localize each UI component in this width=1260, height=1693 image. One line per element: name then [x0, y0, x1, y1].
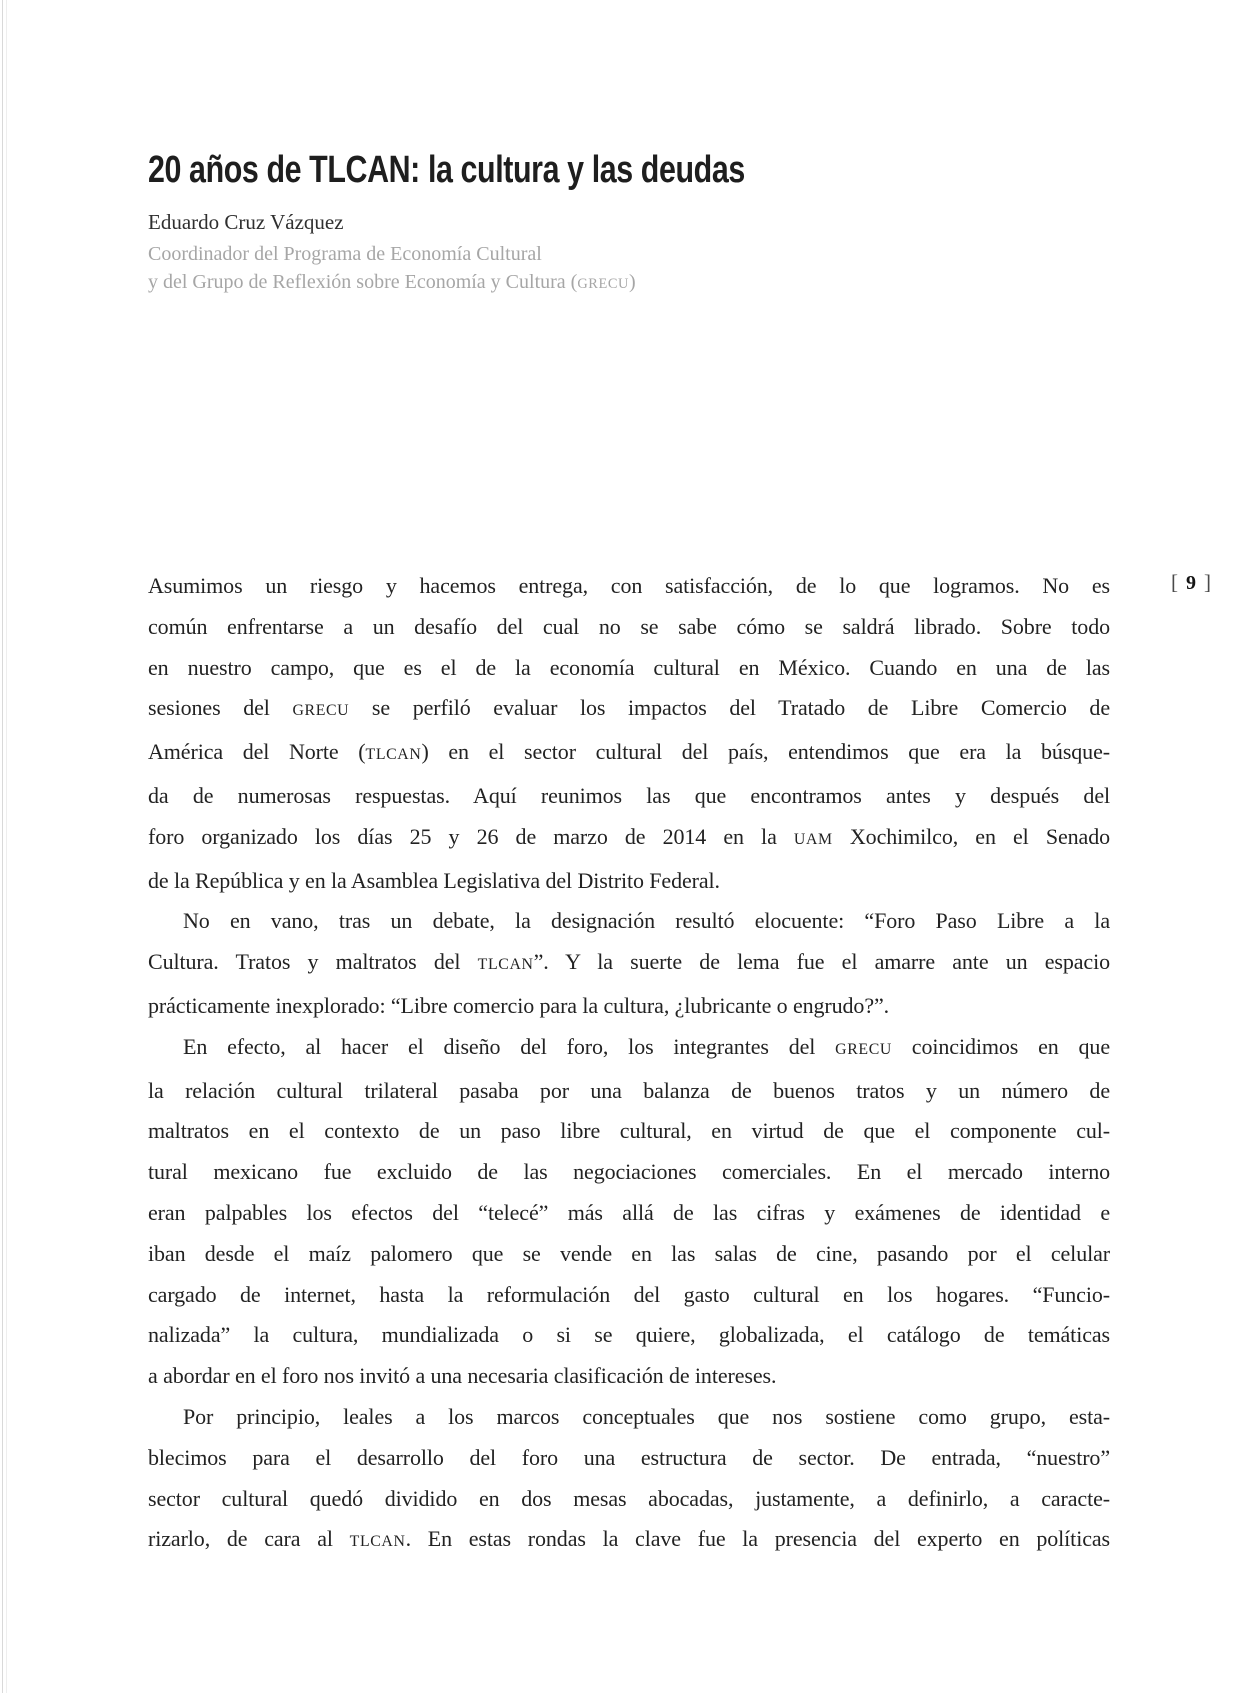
- text-line: [148, 269, 636, 299]
- text-segment: sector cultural quedó dividido en dos mesas abocadas, justamente, a definirlo, a caracte-: [148, 1485, 1110, 1511]
- text-segment: tural mexicano fue excluido de las negociaciones comerciales. En el mercado interno: [148, 1159, 1110, 1185]
- scan-edge-line: [2, 0, 3, 1693]
- acronym-smallcaps: TLCAN: [349, 1533, 406, 1551]
- acronym-smallcaps: TLCAN: [365, 746, 422, 764]
- acronym-smallcaps: GRECU: [835, 1040, 892, 1058]
- text-segment: América del Norte (: [148, 739, 366, 765]
- page-number: [1171, 570, 1211, 595]
- page-number-close-bracket: ]: [1204, 570, 1211, 594]
- text-line: [148, 1519, 1110, 1563]
- text-segment: Cultura. Tratos y maltratos del: [148, 949, 478, 975]
- acronym-smallcaps: GRECU: [577, 275, 629, 292]
- text-segment: . En estas rondas la clave fue la presencia del experto en políticas: [405, 1526, 1110, 1552]
- text-line: [148, 942, 1110, 986]
- acronym-smallcaps: TLCAN: [477, 956, 534, 974]
- text-segment: No en vano, tras un debate, la designación resultó elocuente: “Foro Paso Libre a la: [183, 908, 1110, 934]
- text-line: [148, 1234, 1110, 1275]
- paragraph: [148, 566, 1110, 901]
- text-line: [148, 986, 1110, 1027]
- text-line: [148, 861, 1110, 902]
- text-line: [148, 1152, 1110, 1193]
- text-segment: maltratos en el contexto de un paso libre cultural, en virtud de que el componente cul-: [148, 1118, 1110, 1144]
- text-line: [148, 1193, 1110, 1234]
- text-segment: ”. Y la suerte de lema fue el amarre ante un espacio: [533, 949, 1110, 975]
- text-segment: nalizada” la cultura, mundializada o si se quiere, globalizada, el catálogo de temáticas: [148, 1322, 1110, 1348]
- text-segment: sesiones del: [148, 695, 293, 721]
- text-line: [148, 566, 1110, 607]
- text-segment: coincidimos en que: [891, 1033, 1110, 1059]
- text-segment: la relación cultural trilateral pasaba por una balanza de buenos tratos y un número de: [148, 1077, 1110, 1103]
- text-segment: rizarlo, de cara al: [148, 1526, 350, 1552]
- text-segment: Asumimos un riesgo y hacemos entrega, con satisfacción, de lo que logramos. No es: [148, 573, 1110, 598]
- text-line: [148, 1111, 1110, 1152]
- paragraph: [148, 1027, 1110, 1397]
- text-segment: prácticamente inexplorado: “Libre comercio para la cultura, ¿lubricante o engrudo?”.: [148, 992, 890, 1018]
- text-segment: Por principio, leales a los marcos conceptuales que nos sostiene como grupo, esta-: [183, 1403, 1110, 1429]
- text-segment: en nuestro campo, que es el de la economía cultural en México. Cuando en una de las: [148, 654, 1110, 680]
- text-segment: blecimos para el desarrollo del foro una estructura de sector. De entrada, “nuestro”: [148, 1444, 1110, 1470]
- affiliation: [148, 241, 636, 298]
- text-line: [148, 1071, 1110, 1112]
- scan-edge-line-light: [6, 0, 7, 1693]
- text-segment: Coordinador del Programa de Economía Cultural: [148, 243, 542, 265]
- text-segment: de la República y en la Asamblea Legislativa del Distrito Federal.: [148, 867, 720, 893]
- text-line: [148, 607, 1110, 648]
- text-segment: eran palpables los efectos del “telecé” más allá de las cifras y exámenes de identidad e: [148, 1199, 1110, 1225]
- text-line: [148, 1438, 1110, 1479]
- text-line: [148, 1397, 1110, 1438]
- text-line: [148, 241, 636, 269]
- text-line: [148, 1479, 1110, 1520]
- text-segment: En efecto, al hacer el diseño del foro, los integrantes del: [183, 1033, 836, 1059]
- text-segment: foro organizado los días 25 y 26 de marzo de 2014 en la: [148, 823, 794, 849]
- acronym-smallcaps: GRECU: [292, 702, 350, 720]
- text-segment: cargado de internet, hasta la reformulación del gasto cultural en los hogares. “Funcio-: [148, 1281, 1110, 1307]
- author-name: Eduardo Cruz Vázquez: [148, 210, 344, 234]
- text-segment: a abordar en el foro nos invitó a una necesaria clasificación de intereses.: [148, 1363, 777, 1389]
- text-segment: ) en el sector cultural del país, entendimos que era la búsque-: [421, 739, 1110, 765]
- text-segment: da de numerosas respuestas. Aquí reunimos las que encontramos antes y después del: [148, 782, 1110, 808]
- paragraph: [148, 1397, 1110, 1563]
- text-line: [148, 1356, 1110, 1397]
- text-line: [148, 776, 1110, 817]
- text-line: [148, 1027, 1110, 1071]
- text-segment: Xochimilco, en el Senado: [832, 823, 1111, 849]
- text-segment: y del Grupo de Reflexión sobre Economía y Cultura (: [148, 270, 578, 293]
- text-line: [148, 817, 1110, 861]
- acronym-smallcaps: UAM: [793, 830, 833, 848]
- page-number-value: 9: [1186, 572, 1196, 594]
- page-title: 20 años de TLCAN: la cultura y las deudas: [148, 149, 745, 191]
- text-segment: ): [629, 270, 636, 293]
- text-segment: iban desde el maíz palomero que se vende en las salas de cine, pasando por el celular: [148, 1240, 1110, 1266]
- page-number-open-bracket: [: [1171, 570, 1178, 594]
- text-line: [148, 1315, 1110, 1356]
- paragraph: [148, 901, 1110, 1026]
- body-text: [148, 566, 1110, 1563]
- text-line: [148, 648, 1110, 689]
- text-segment: común enfrentarse a un desafío del cual no se sabe cómo se saldrá librado. Sobre todo: [148, 613, 1110, 639]
- text-line: [148, 901, 1110, 942]
- text-segment: se perfiló evaluar los impactos del Tratado de Libre Comercio de: [349, 695, 1110, 721]
- text-line: [148, 1275, 1110, 1316]
- text-line: [148, 688, 1110, 732]
- text-line: [148, 732, 1110, 776]
